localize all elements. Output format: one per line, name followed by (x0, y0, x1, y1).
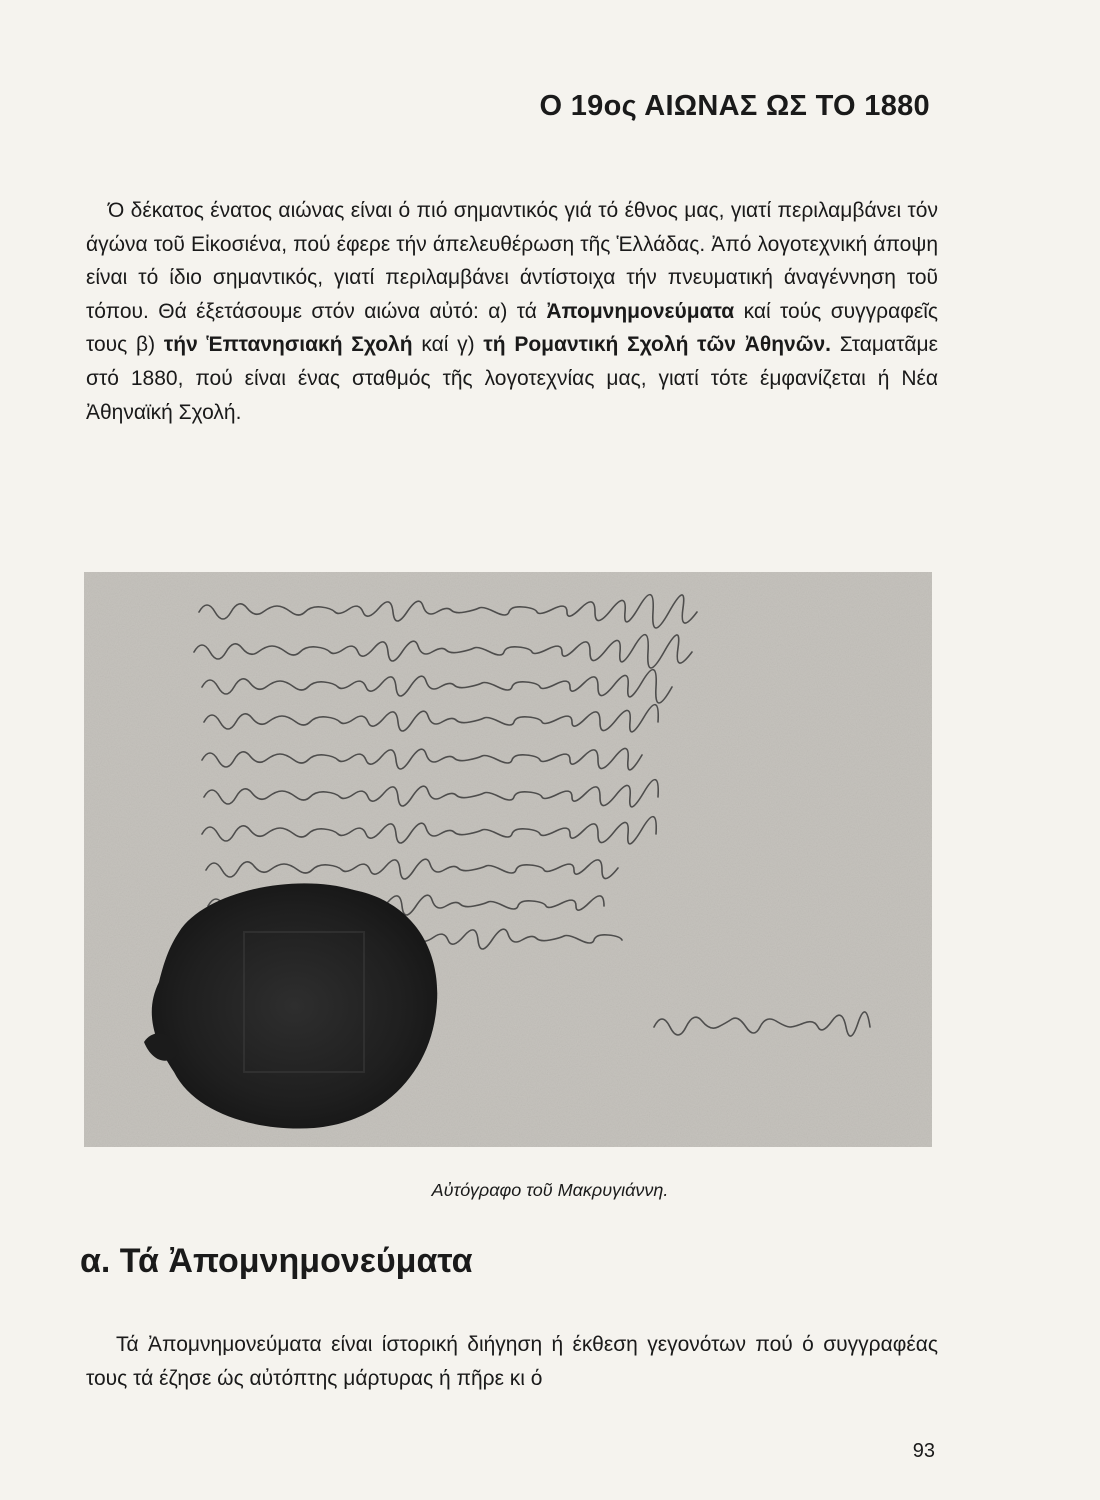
intro-text-part3: καί γ) (412, 333, 484, 357)
section-heading: α. Τά Ἀπομνημονεύματα (80, 1242, 473, 1280)
chapter-title: Ο 19ος ΑΙΩΝΑΣ ΩΣ ΤΟ 1880 (539, 90, 930, 122)
intro-text-part1: Ό δέκατος ένατος αιώνας είναι ό πιό σημαντικός γιά τό έθνος μας, γιατί περιλαμβάνει τόν άγώνα τοῦ Εἰκοσιένα, πού έφερε τήν άπελευθέρωση τῆς Ἑλλάδας. Ἀπό λογοτεχνική άποψη είναι τό ίδιο σημαντικός, γιατί περιλαμβάνει άντίστοιχα τήν πνευματική άναγέννηση τοῦ τόπου. Θά έξετάσουμε στόν αιώνα αὐτό: α) τά (86, 199, 938, 323)
intro-bold-memoirs: Ἀπομνημονεύματα (546, 299, 735, 323)
manuscript-photo (84, 572, 932, 1147)
intro-bold-ionian-school: τήν Ἑπτανησιακή Σχολή (163, 333, 413, 357)
intro-bold-romantic-school: τή Ρομαντική Σχολή τῶν Ἀθηνῶν. (483, 333, 831, 357)
section-paragraph: Τά Ἀπομνημονεύματα είναι ίστορική διήγηση ή έκθεση γεγονότων πού ό συγγραφέας τους τά έζησε ώς αὐτόπτης μάρτυρας ή πῆρε κι ό (86, 1333, 938, 1390)
section-body (86, 1328, 938, 1395)
intro-text-part4: Σταματᾶμε στό 1880, πού είναι ένας σταθμός τῆς λογοτεχνίας μας, γιατί τότε έμφανίζεται ή Νέα Ἀθηναϊκή Σχολή. (86, 333, 939, 424)
page-number: 93 (912, 1440, 935, 1462)
intro-paragraph (86, 194, 938, 429)
intro-text-part2: καί τούς συγγραφεῖς τους β) (86, 299, 938, 357)
handwritten-autograph-image (84, 572, 932, 1147)
figure-caption: Αὐτόγραφο τοῦ Μακρυγιάννη. (431, 1180, 669, 1200)
